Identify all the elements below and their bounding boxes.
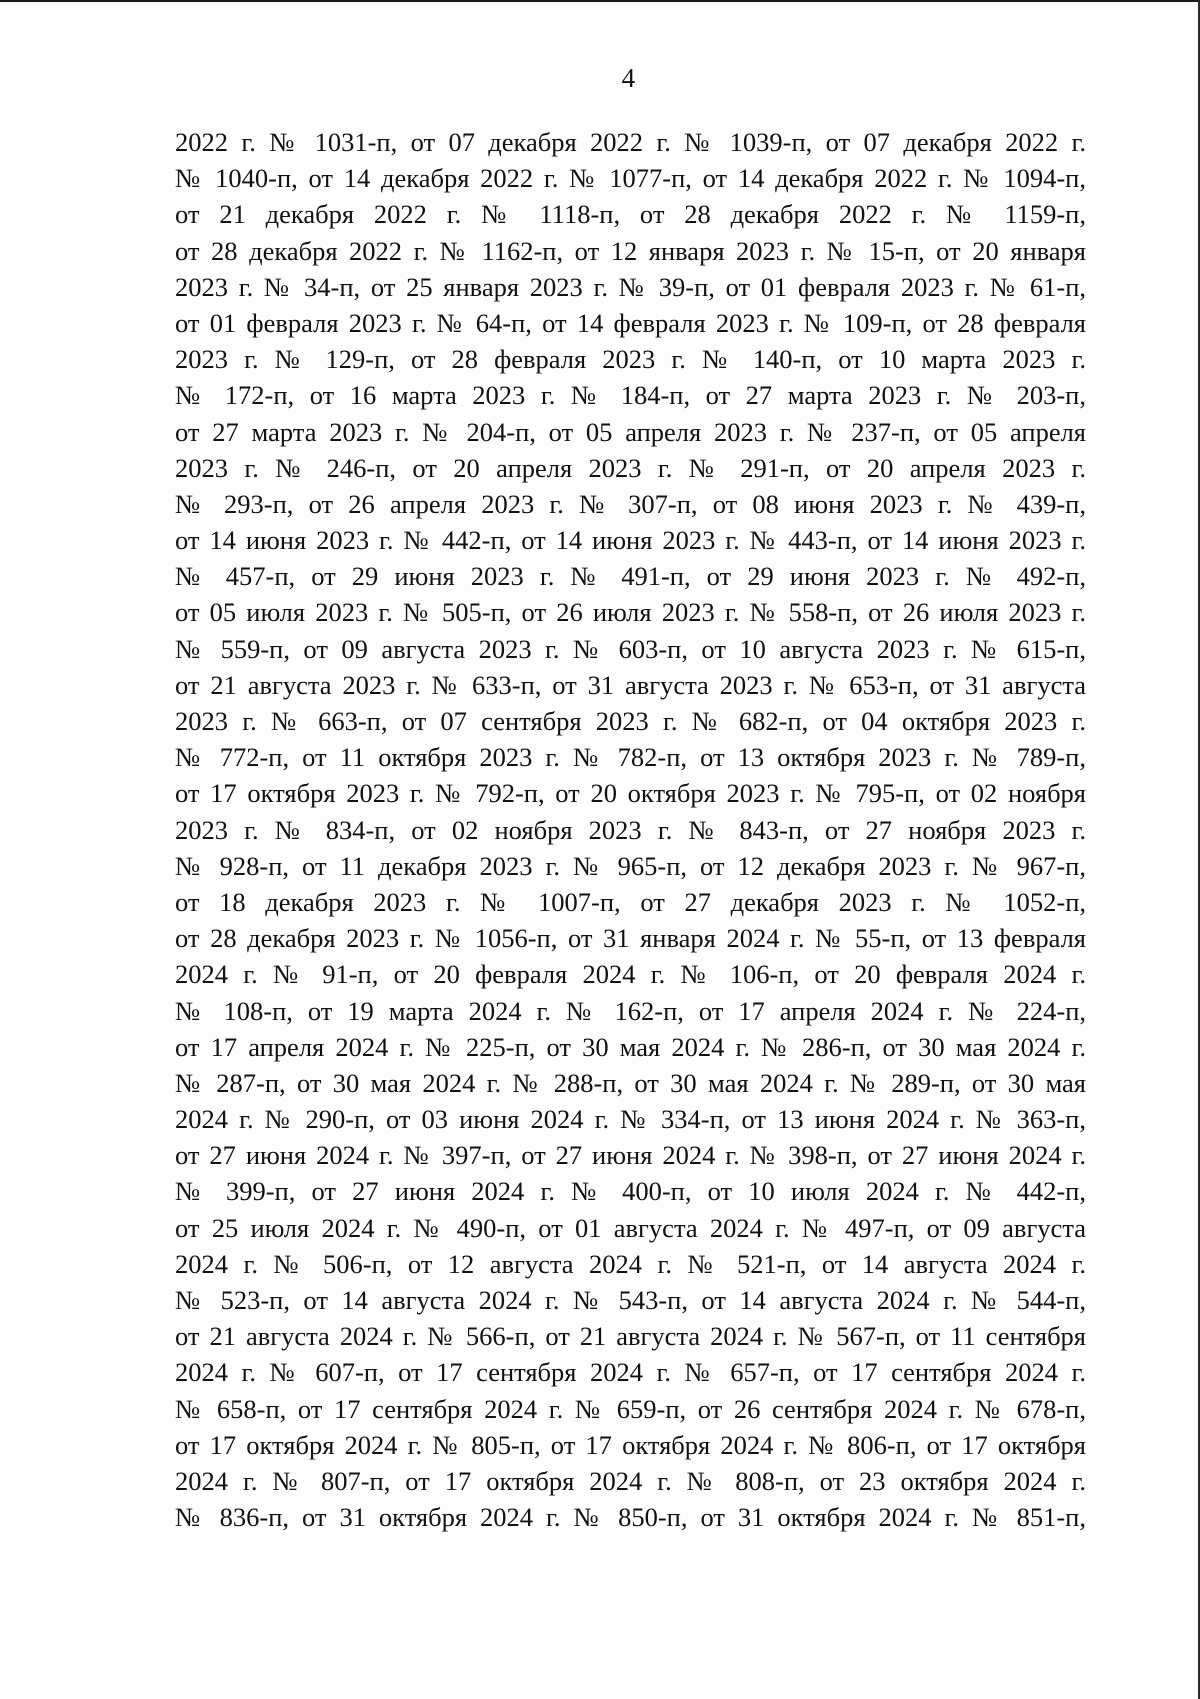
text-line: 2023 г. № 663-п, от 07 сентября 2023 г. № 682-п, от 04 октября 2023 г. (175, 706, 1086, 736)
text-line: от 05 июля 2023 г. № 505-п, от 26 июля 2023 г. № 558-п, от 26 июля 2023 г. (175, 597, 1086, 628)
text-line: 2023 г. № 834-п, от 02 ноября 2023 г. № 843-п, от 27 ноября 2023 г. (175, 814, 1086, 845)
text-line: от 27 марта 2023 г. № 204-п, от 05 апреля 2023 г. № 237-п, от 05 апреля (175, 416, 1086, 447)
text-line: № 928-п, от 11 декабря 2023 г. № 965-п, от 12 декабря 2023 г. № 967-п, (175, 850, 1086, 881)
text-line: № 172-п, от 16 марта 2023 г. № 184-п, от 27 марта 2023 г. № 203-п, (175, 380, 1086, 411)
text-line: 2024 г. № 506-п, от 12 августа 2024 г. № 521-п, от 14 августа 2024 г. (175, 1248, 1086, 1279)
text-line: от 18 декабря 2023 г. № 1007-п, от 27 декабря 2023 г. № 1052-п, (175, 886, 1086, 917)
text-line: 2024 г. № 290-п, от 03 июня 2024 г. № 334-п, от 13 июня 2024 г. № 363-п, (175, 1104, 1086, 1135)
page-number: 4 (621, 63, 636, 93)
text-line: от 17 апреля 2024 г. № 225-п, от 30 мая 2024 г. № 286-п, от 30 мая 2024 г. (175, 1031, 1086, 1062)
text-line: от 17 октября 2023 г. № 792-п, от 20 октября 2023 г. № 795-п, от 02 ноября (175, 778, 1086, 809)
text-line: № 293-п, от 26 апреля 2023 г. № 307-п, от 08 июня 2023 г. № 439-п, (175, 488, 1086, 519)
text-line: 2024 г. № 607-п, от 17 сентября 2024 г. № 657-п, от 17 сентября 2024 г. (175, 1357, 1086, 1388)
text-line: от 28 декабря 2023 г. № 1056-п, от 31 января 2024 г. № 55-п, от 13 февраля (175, 923, 1086, 954)
text-line: от 01 февраля 2023 г. № 64-п, от 14 февраля 2023 г. № 109-п, от 28 февраля (175, 307, 1086, 338)
text-line: № 559-п, от 09 августа 2023 г. № 603-п, от 10 августа 2023 г. № 615-п, (175, 633, 1086, 664)
text-line: 2024 г. № 91-п, от 20 февраля 2024 г. № 106-п, от 20 февраля 2024 г. (175, 959, 1086, 990)
text-line: 2022 г. № 1031-п, от 07 декабря 2022 г. № 1039-п, от 07 декабря 2022 г. (175, 127, 1086, 157)
text-line: № 523-п, от 14 августа 2024 г. № 543-п, от 14 августа 2024 г. № 544-п, (175, 1285, 1086, 1315)
text-line: 2023 г. № 246-п, от 20 апреля 2023 г. № 291-п, от 20 апреля 2023 г. (175, 452, 1086, 483)
text-line: № 108-п, от 19 марта 2024 г. № 162-п, от 17 апреля 2024 г. № 224-п, (175, 995, 1086, 1026)
text-line: от 17 октября 2024 г. № 805-п, от 17 октября 2024 г. № 806-п, от 17 октября (175, 1429, 1086, 1460)
text-line: № 836-п, от 31 октября 2024 г. № 850-п, от 31 октября 2024 г. № 851-п, (175, 1502, 1086, 1533)
text-line: от 21 августа 2023 г. № 633-п, от 31 августа 2023 г. № 653-п, от 31 августа (175, 669, 1086, 700)
text-line: от 21 августа 2024 г. № 566-п, от 21 августа 2024 г. № 567-п, от 11 сентября (175, 1321, 1086, 1352)
text-line: № 287-п, от 30 мая 2024 г. № 288-п, от 30 мая 2024 г. № 289-п, от 30 мая (175, 1067, 1086, 1098)
text-line: 2023 г. № 34-п, от 25 января 2023 г. № 39-п, от 01 февраля 2023 г. № 61-п, (175, 271, 1086, 302)
text-line: от 14 июня 2023 г. № 442-п, от 14 июня 2023 г. № 443-п, от 14 июня 2023 г. (175, 525, 1086, 556)
text-line: № 658-п, от 17 сентября 2024 г. № 659-п, от 26 сентября 2024 г. № 678-п, (175, 1393, 1086, 1424)
text-line: от 21 декабря 2022 г. № 1118-п, от 28 декабря 2022 г. № 1159-п, (175, 199, 1086, 230)
text-line: 2023 г. № 129-п, от 28 февраля 2023 г. № 140-п, от 10 марта 2023 г. (175, 344, 1086, 375)
text-line: № 399-п, от 27 июня 2024 г. № 400-п, от 10 июля 2024 г. № 442-п, (175, 1176, 1086, 1207)
scan-edge-top (0, 0, 1200, 2)
text-line: от 25 июля 2024 г. № 490-п, от 01 августа 2024 г. № 497-п, от 09 августа (175, 1212, 1086, 1243)
text-line: от 28 декабря 2022 г. № 1162-п, от 12 января 2023 г. № 15-п, от 20 января (175, 235, 1086, 266)
text-line: № 457-п, от 29 июня 2023 г. № 491-п, от 29 июня 2023 г. № 492-п, (175, 561, 1086, 592)
body-text (175, 124, 1086, 1535)
text-line: 2024 г. № 807-п, от 17 октября 2024 г. № 808-п, от 23 октября 2024 г. (175, 1465, 1086, 1496)
text-line: № 772-п, от 11 октября 2023 г. № 782-п, от 13 октября 2023 г. № 789-п, (175, 742, 1086, 773)
text-line: от 27 июня 2024 г. № 397-п, от 27 июня 2024 г. № 398-п, от 27 июня 2024 г. (175, 1140, 1086, 1171)
text-line: № 1040-п, от 14 декабря 2022 г. № 1077-п, от 14 декабря 2022 г. № 1094-п, (175, 163, 1086, 194)
